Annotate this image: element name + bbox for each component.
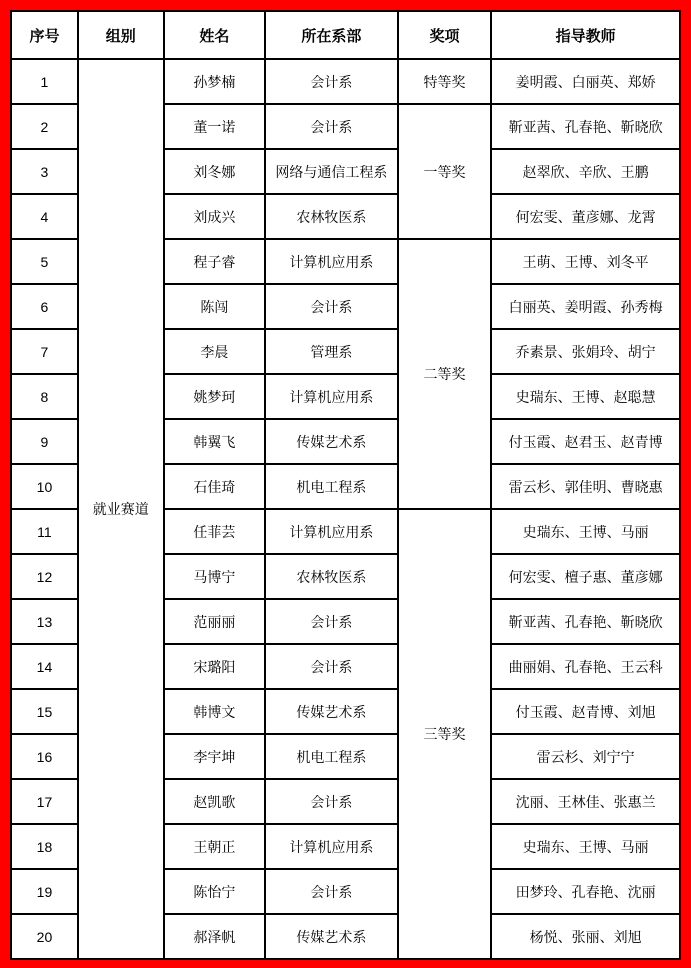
teachers-cell: 雷云杉、刘宁宁 (491, 734, 680, 779)
name-cell: 刘冬娜 (164, 149, 266, 194)
row-number-cell: 13 (11, 599, 78, 644)
row-number-cell: 18 (11, 824, 78, 869)
department-cell: 会计系 (265, 644, 397, 689)
table-row (11, 59, 680, 104)
name-cell: 任菲芸 (164, 509, 266, 554)
department-cell: 管理系 (265, 329, 397, 374)
teachers-cell: 何宏雯、董彦娜、龙霄 (491, 194, 680, 239)
name-cell: 范丽丽 (164, 599, 266, 644)
award-cell: 二等奖 (398, 239, 492, 509)
department-cell: 传媒艺术系 (265, 689, 397, 734)
teachers-cell: 杨悦、张丽、刘旭 (491, 914, 680, 959)
department-cell: 会计系 (265, 284, 397, 329)
teachers-cell: 史瑞东、王博、马丽 (491, 509, 680, 554)
row-number-cell: 2 (11, 104, 78, 149)
name-cell: 董一诺 (164, 104, 266, 149)
name-cell: 马博宁 (164, 554, 266, 599)
department-cell: 农林牧医系 (265, 554, 397, 599)
row-number-cell: 19 (11, 869, 78, 914)
department-cell: 会计系 (265, 104, 397, 149)
row-number-cell: 5 (11, 239, 78, 284)
group-cell: 就业赛道 (78, 59, 164, 959)
header-teachers: 指导教师 (491, 11, 680, 59)
department-cell: 计算机应用系 (265, 824, 397, 869)
teachers-cell: 付玉霞、赵青博、刘旭 (491, 689, 680, 734)
header-award: 奖项 (398, 11, 492, 59)
teachers-cell: 靳亚茜、孔春艳、靳晓欣 (491, 104, 680, 149)
name-cell: 孙梦楠 (164, 59, 266, 104)
department-cell: 会计系 (265, 59, 397, 104)
department-cell: 会计系 (265, 869, 397, 914)
award-cell: 一等奖 (398, 104, 492, 239)
teachers-cell: 曲丽娟、孔春艳、王云科 (491, 644, 680, 689)
name-cell: 王朝正 (164, 824, 266, 869)
header-number: 序号 (11, 11, 78, 59)
department-cell: 农林牧医系 (265, 194, 397, 239)
teachers-cell: 付玉霞、赵君玉、赵青博 (491, 419, 680, 464)
teachers-cell: 赵翠欣、辛欣、王鹏 (491, 149, 680, 194)
award-table (10, 10, 681, 960)
department-cell: 会计系 (265, 779, 397, 824)
teachers-cell: 王萌、王博、刘冬平 (491, 239, 680, 284)
teachers-cell: 沈丽、王林佳、张惠兰 (491, 779, 680, 824)
row-number-cell: 12 (11, 554, 78, 599)
department-cell: 会计系 (265, 599, 397, 644)
teachers-cell: 白丽英、姜明霞、孙秀梅 (491, 284, 680, 329)
header-name: 姓名 (164, 11, 266, 59)
teachers-cell: 田梦玲、孔春艳、沈丽 (491, 869, 680, 914)
row-number-cell: 16 (11, 734, 78, 779)
department-cell: 计算机应用系 (265, 374, 397, 419)
name-cell: 韩博文 (164, 689, 266, 734)
teachers-cell: 姜明霞、白丽英、郑娇 (491, 59, 680, 104)
teachers-cell: 雷云杉、郭佳明、曹晓惠 (491, 464, 680, 509)
name-cell: 李宇坤 (164, 734, 266, 779)
name-cell: 姚梦珂 (164, 374, 266, 419)
name-cell: 韩翼飞 (164, 419, 266, 464)
row-number-cell: 20 (11, 914, 78, 959)
name-cell: 赵凯歌 (164, 779, 266, 824)
department-cell: 传媒艺术系 (265, 914, 397, 959)
name-cell: 李晨 (164, 329, 266, 374)
name-cell: 陈怡宁 (164, 869, 266, 914)
table-body (11, 59, 680, 959)
row-number-cell: 3 (11, 149, 78, 194)
row-number-cell: 1 (11, 59, 78, 104)
row-number-cell: 15 (11, 689, 78, 734)
department-cell: 网络与通信工程系 (265, 149, 397, 194)
award-cell: 三等奖 (398, 509, 492, 959)
award-cell: 特等奖 (398, 59, 492, 104)
row-number-cell: 4 (11, 194, 78, 239)
name-cell: 石佳琦 (164, 464, 266, 509)
teachers-cell: 史瑞东、王博、马丽 (491, 824, 680, 869)
row-number-cell: 14 (11, 644, 78, 689)
header-group: 组别 (78, 11, 164, 59)
row-number-cell: 7 (11, 329, 78, 374)
teachers-cell: 史瑞东、王博、赵聪慧 (491, 374, 680, 419)
row-number-cell: 10 (11, 464, 78, 509)
department-cell: 机电工程系 (265, 734, 397, 779)
header-row (11, 11, 680, 59)
header-department: 所在系部 (265, 11, 397, 59)
department-cell: 计算机应用系 (265, 239, 397, 284)
name-cell: 程子睿 (164, 239, 266, 284)
name-cell: 宋璐阳 (164, 644, 266, 689)
row-number-cell: 6 (11, 284, 78, 329)
teachers-cell: 乔素景、张娟玲、胡宁 (491, 329, 680, 374)
name-cell: 郝泽帆 (164, 914, 266, 959)
department-cell: 传媒艺术系 (265, 419, 397, 464)
teachers-cell: 靳亚茜、孔春艳、靳晓欣 (491, 599, 680, 644)
name-cell: 刘成兴 (164, 194, 266, 239)
department-cell: 机电工程系 (265, 464, 397, 509)
name-cell: 陈闯 (164, 284, 266, 329)
department-cell: 计算机应用系 (265, 509, 397, 554)
row-number-cell: 9 (11, 419, 78, 464)
teachers-cell: 何宏雯、檀子惠、董彦娜 (491, 554, 680, 599)
row-number-cell: 11 (11, 509, 78, 554)
row-number-cell: 8 (11, 374, 78, 419)
row-number-cell: 17 (11, 779, 78, 824)
